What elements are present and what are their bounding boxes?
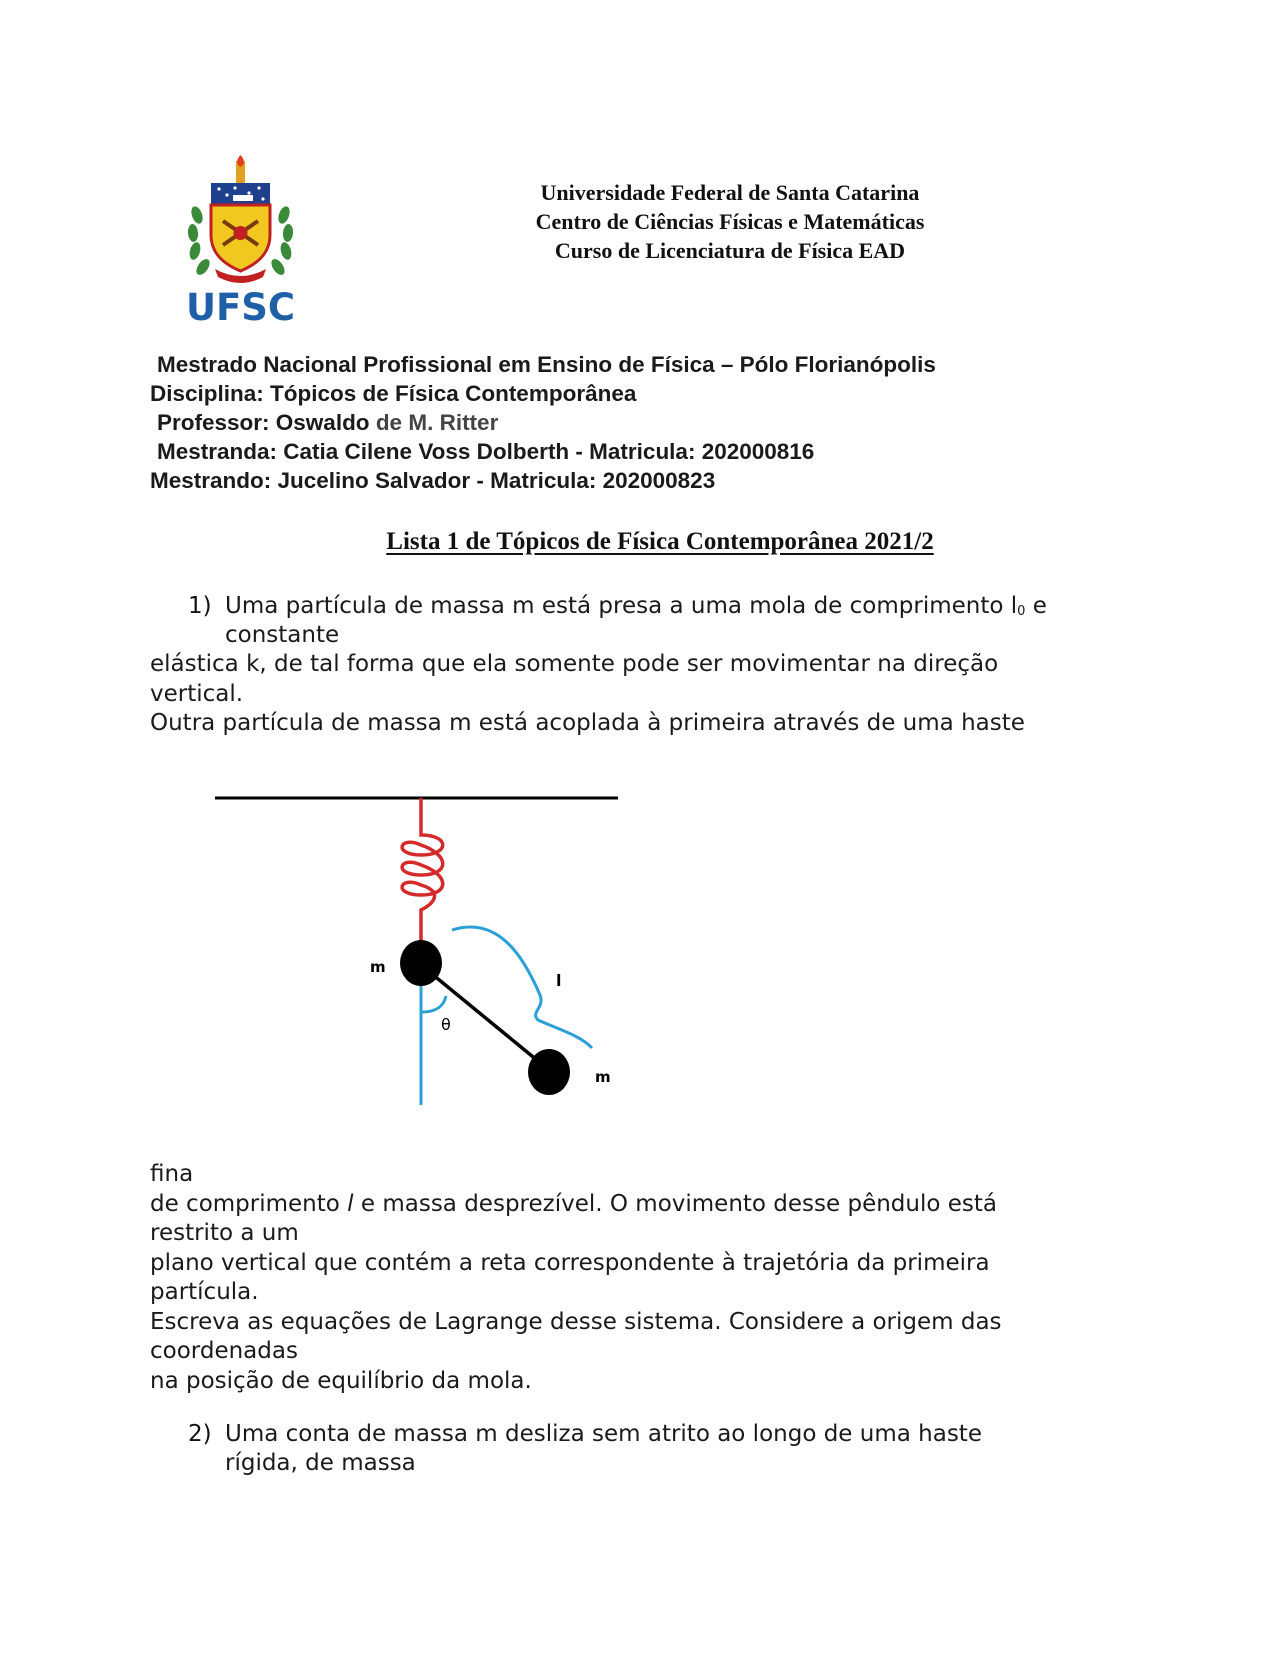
professor-name-rest: de M. Ritter — [375, 410, 499, 435]
top-mass — [400, 940, 442, 986]
q1-line3: elástica k, de tal forma que ela somente pode ser movimentar na direção — [150, 651, 999, 677]
q1-line2: constante — [225, 622, 340, 648]
q1-after2-italic: l — [347, 1190, 354, 1217]
header-course: Curso de Licenciatura de Física EAD — [554, 238, 906, 263]
bottom-mass — [528, 1049, 570, 1095]
q1-line1-subscript: 0 — [1017, 604, 1026, 619]
bottom-mass-label: m — [595, 1068, 611, 1086]
student2-line: Mestrando: Jucelino Salvador - Matricula: 202000823 — [150, 468, 716, 493]
ufsc-logo — [183, 155, 298, 325]
q2-line1: Uma conta de massa m desliza sem atrito ao longo de uma haste — [225, 1421, 982, 1447]
q1-after2-b: e massa desprezível. O movimento desse pêndulo está — [353, 1190, 998, 1217]
header-university: Universidade Federal de Santa Catarina — [540, 180, 920, 205]
q1-line1 — [225, 592, 1047, 627]
q1-after6: Escreva as equações de Lagrange desse sistema. Considere a origem das — [150, 1308, 1002, 1335]
program-line: Mestrado Nacional Profissional em Ensino de Física – Pólo Florianópolis — [157, 352, 936, 377]
q1-after-diagram — [150, 1160, 1002, 1396]
q1-after5: partícula. — [150, 1279, 259, 1305]
discipline-line: Disciplina: Tópicos de Física Contemporânea — [150, 381, 637, 406]
q1-after7: coordenadas — [150, 1338, 298, 1364]
q1-line5: Outra partícula de massa m está acoplada à primeira através de uma haste — [150, 710, 1025, 736]
q1-line1-a: Uma partícula de massa m está presa a uma mola de comprimento l — [225, 593, 1018, 619]
q1-after4: plano vertical que contém a reta correspondente à trajetória da primeira — [150, 1249, 990, 1276]
pendulum-spring-diagram — [200, 780, 630, 1120]
length-arc — [452, 927, 592, 1048]
q1-after8: na posição de equilíbrio da mola. — [150, 1367, 532, 1394]
q1-continued — [150, 650, 1025, 739]
professor-label: Professor: Oswaldo — [157, 410, 376, 435]
professor-line — [150, 408, 1130, 437]
q1-after2 — [150, 1190, 1002, 1220]
header-center: Centro de Ciências Físicas e Matemáticas — [535, 209, 925, 234]
svg-text:UFSC: UFSC — [185, 286, 296, 325]
course-info — [150, 350, 1130, 495]
q2-number: 2) — [188, 1421, 212, 1447]
q1-line4: vertical. — [150, 680, 244, 707]
q1-after2-a: de comprimento — [150, 1190, 348, 1217]
list-title: Lista 1 de Tópicos de Física Contemporânea 2021/2 — [386, 528, 934, 555]
ufsc-crest-icon — [183, 155, 298, 325]
spring — [402, 798, 443, 942]
length-label: l — [556, 971, 562, 990]
angle-arc — [422, 996, 446, 1012]
q1-after3: restrito a um — [150, 1220, 299, 1246]
top-mass-label: m — [370, 958, 386, 976]
student1-line: Mestranda: Catia Cilene Voss Dolberth - Matricula: 202000816 — [157, 439, 815, 464]
q1-line1-b: e — [1025, 593, 1047, 619]
q1-number: 1) — [188, 593, 212, 619]
q1-after1: fina — [150, 1161, 194, 1187]
institution-header — [470, 178, 990, 265]
q2-line2: rígida, de massa — [225, 1450, 416, 1476]
angle-label: θ — [441, 1015, 451, 1034]
